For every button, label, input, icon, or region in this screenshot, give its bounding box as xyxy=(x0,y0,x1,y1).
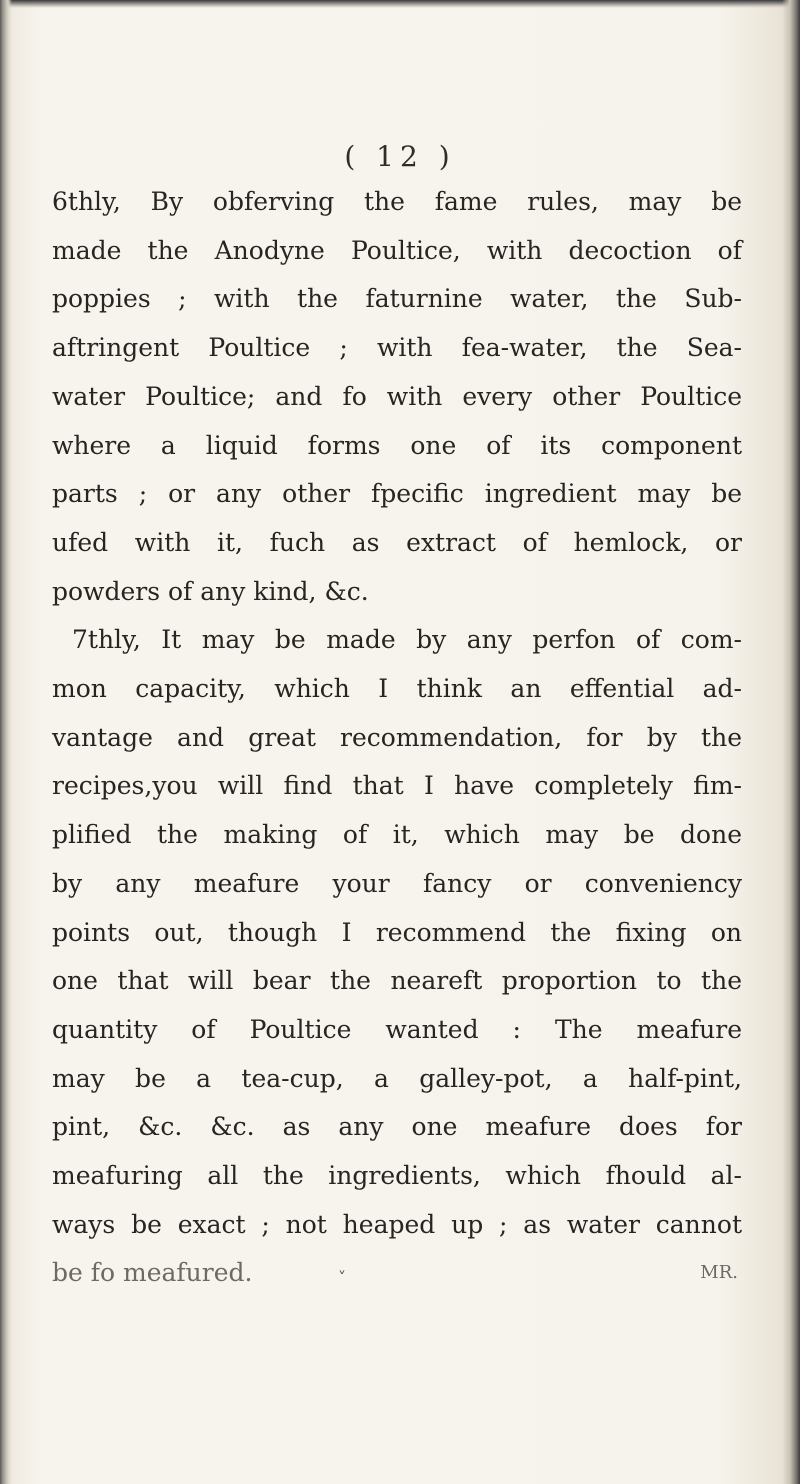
text-line: water Poultice; and fo with every other Poultice xyxy=(52,381,742,411)
text-line: by any meafure your fancy or conveniency xyxy=(52,868,742,898)
text-line: parts ; or any other fpecific ingredient may be xyxy=(52,479,742,509)
text-line: points out, though I recommend the fixing on xyxy=(52,917,742,947)
footer-mark: ˅ xyxy=(338,1268,346,1287)
text-line: one that will bear the neareft proportion to the xyxy=(52,966,742,996)
text-line: powders of any kind, &c. xyxy=(52,576,369,606)
page-left-edge xyxy=(0,0,12,1484)
text-line: may be a tea-cup, a galley-pot, a half-pint, xyxy=(52,1063,742,1093)
catch-line-row xyxy=(52,1249,742,1298)
text-line: made the Anodyne Poultice, with decoction of xyxy=(52,235,742,265)
text-line: where a liquid forms one of its component xyxy=(52,430,742,460)
text-line: aftringent Poultice ; with fea-water, the Sea- xyxy=(52,333,742,363)
text-line: mon capacity, which I think an effential ad- xyxy=(52,674,742,704)
text-line: meafuring all the ingredients, which fhould al- xyxy=(52,1161,742,1191)
page-top-edge xyxy=(0,0,800,8)
page-right-edge xyxy=(782,0,800,1484)
catchword: MR. xyxy=(700,1262,738,1284)
body-text xyxy=(52,178,742,1298)
text-line: 7thly, It may be made by any perfon of com- xyxy=(72,625,742,655)
text-line: ufed with it, fuch as extract of hemlock, or xyxy=(52,527,742,557)
text-line: 6thly, By obferving the fame rules, may be xyxy=(52,187,742,216)
last-text-line: be fo meafured. xyxy=(52,1258,253,1288)
text-line: poppies ; with the faturnine water, the Sub- xyxy=(52,284,742,314)
text-line: vantage and great recommendation, for by the xyxy=(52,722,742,752)
text-line: recipes,you will find that I have completely fim- xyxy=(52,771,742,801)
text-line: quantity of Poultice wanted : The meafure xyxy=(52,1014,742,1044)
page-number-header: ( 12 ) xyxy=(344,140,456,173)
text-line: pint, &c. &c. as any one meafure does for xyxy=(52,1112,742,1142)
text-line: plified the making of it, which may be done xyxy=(52,820,742,850)
text-line: ways be exact ; not heaped up ; as water cannot xyxy=(52,1209,742,1239)
